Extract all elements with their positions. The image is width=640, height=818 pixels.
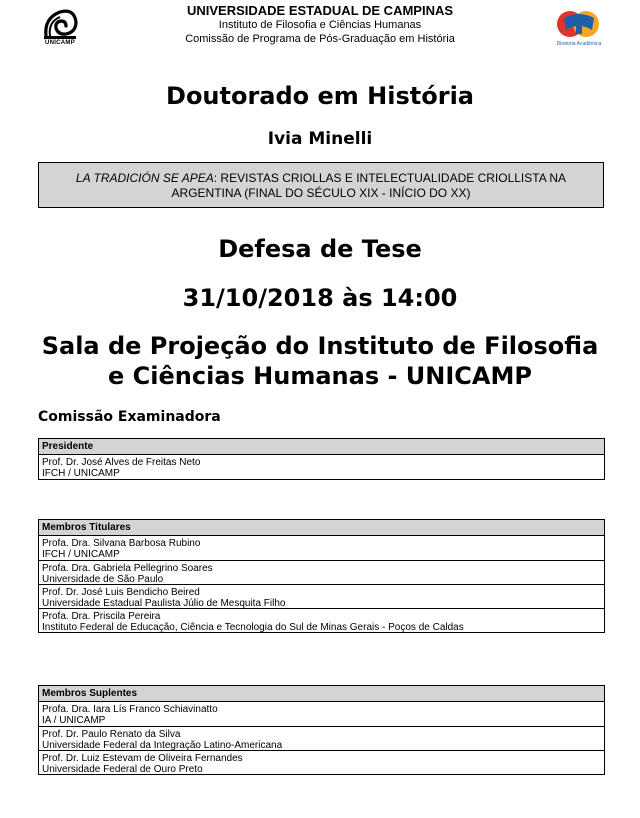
dac-logo-caption: Diretoria Acadêmica xyxy=(556,41,602,47)
university-name: UNIVERSIDADE ESTADUAL DE CAMPINAS xyxy=(186,3,454,18)
member-name: Prof. Dr. José Luis Bendicho Beired xyxy=(42,587,200,598)
president-table-header: Presidente xyxy=(39,439,604,455)
thesis-title-italic: LA TRADICIÓN SE APEA xyxy=(75,171,214,185)
titulares-table xyxy=(38,519,605,633)
thesis-title-box xyxy=(38,162,604,208)
president-table xyxy=(38,438,605,480)
suplentes-table-header: Membros Suplentes xyxy=(39,686,604,702)
member-affiliation: Universidade Federal de Ouro Preto xyxy=(42,764,203,775)
document-header xyxy=(0,0,640,56)
header-text xyxy=(120,3,520,46)
table-row xyxy=(39,560,604,584)
suplentes-table xyxy=(38,685,605,775)
event-datetime: 31/10/2018 às 14:00 xyxy=(182,284,458,312)
unicamp-logo-caption: UNICAMP xyxy=(44,40,76,46)
table-row xyxy=(39,536,604,560)
dac-logo-icon xyxy=(548,8,610,42)
member-affiliation: Universidade de São Paulo xyxy=(42,574,164,585)
committee-title: Comissão Examinadora xyxy=(38,409,221,425)
degree-title: Doutorado em História xyxy=(166,82,474,110)
table-row xyxy=(39,702,604,726)
dac-logo xyxy=(548,8,610,50)
table-row xyxy=(39,750,604,774)
table-row xyxy=(39,726,604,750)
titulares-table-header: Membros Titulares xyxy=(39,520,604,536)
member-name: Prof. Dr. José Alves de Freitas Neto xyxy=(42,457,201,468)
member-affiliation: Instituto Federal de Educação, Ciência e Tecnologia do Sul de Minas Gerais - Poços de Caldas xyxy=(42,622,464,633)
table-row xyxy=(39,584,604,608)
member-name: Prof. Dr. Paulo Renato da Silva xyxy=(42,729,181,740)
event-title: Defesa de Tese xyxy=(218,235,422,263)
institute-name: Instituto de Filosofia e Ciências Humanas xyxy=(218,19,422,31)
event-location: Sala de Projeção do Instituto de Filosofia e Ciências Humanas - UNICAMP xyxy=(41,332,599,390)
member-affiliation: IFCH / UNICAMP xyxy=(42,549,120,560)
commission-name: Comissão de Programa de Pós-Graduação em História xyxy=(185,33,455,45)
member-name: Profa. Dra. Silvana Barbosa Rubino xyxy=(42,538,201,549)
unicamp-logo xyxy=(38,6,82,50)
member-name: Profa. Dra. Priscila Pereira xyxy=(42,611,161,622)
thesis-title-rest: : REVISTAS CRIOLLAS E INTELECTUALIDADE CRIOLLISTA NA ARGENTINA (FINAL DO SÉCULO XIX - INÍCIO DO XX) xyxy=(171,171,567,200)
member-name: Profa. Dra. Gabriela Pellegrino Soares xyxy=(42,563,213,574)
member-name: Prof. Dr. Luiz Estevam de Oliveira Fernandes xyxy=(42,753,243,764)
candidate-name: Ivia Minelli xyxy=(267,129,373,149)
member-affiliation: Universidade Federal da Integração Latino-Americana xyxy=(42,740,283,751)
member-affiliation: IA / UNICAMP xyxy=(42,715,106,726)
member-affiliation: IFCH / UNICAMP xyxy=(42,468,120,479)
member-name: Profa. Dra. Iara Lís Franco Schiavinatto xyxy=(42,704,218,715)
unicamp-logo-icon xyxy=(38,6,82,40)
table-row xyxy=(39,608,604,632)
table-row xyxy=(39,455,604,479)
member-affiliation: Universidade Estadual Paulista Júlio de Mesquita Filho xyxy=(42,598,286,609)
